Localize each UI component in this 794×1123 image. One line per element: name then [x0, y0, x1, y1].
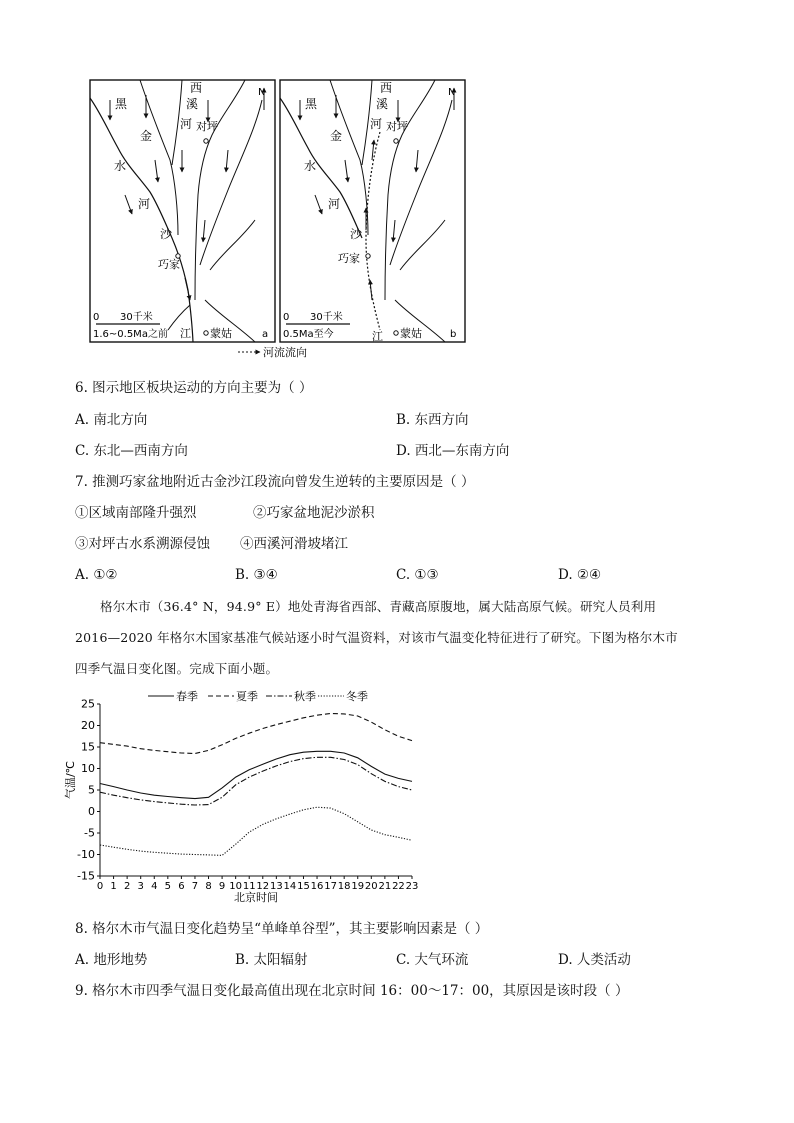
q6-option-a[interactable]: A. 南北方向 [75, 412, 148, 428]
label-shui-a: 水 [114, 159, 127, 173]
series-line-2 [100, 714, 412, 754]
label-duiping-a: 对坪 [196, 120, 218, 133]
x-tick-label: 22 [392, 881, 405, 892]
q6-option-b[interactable]: B. 东西方向 [396, 412, 469, 428]
intro-line-2: 2016—2020 年格尔木国家基准气候站逐小时气温资料，对该市气温变化特征进行了研究。下图为格尔木市 [75, 630, 678, 645]
label-xi2-b: 溪 [376, 97, 389, 111]
north-label-b: N [448, 87, 456, 98]
x-tick-label: 4 [151, 881, 158, 892]
label-jiang-b: 江 [372, 330, 383, 343]
label-xi2-a: 溪 [186, 97, 199, 111]
x-tick-label: 19 [351, 881, 365, 892]
scale-label-b: 30千米 [310, 312, 343, 323]
y-tick-label: -15 [77, 869, 95, 883]
label-qiaojia-b: 巧家 [338, 252, 360, 265]
label-shui-b: 水 [304, 159, 317, 173]
x-axis-title: 北京时间 [234, 891, 278, 904]
label-hei-b: 黑 [305, 97, 318, 111]
y-tick-label: 25 [81, 697, 95, 711]
x-tick-label: 5 [164, 881, 172, 892]
north-label-a: N [258, 87, 266, 98]
series-line-3 [100, 757, 412, 805]
q7-item-1: ①区域南部隆升强烈 [75, 505, 197, 521]
x-tick-label: 8 [205, 881, 212, 892]
x-tick-label: 2 [123, 881, 131, 892]
q8-option-d[interactable]: D. 人类活动 [558, 952, 631, 968]
map-panel-a [90, 80, 275, 342]
label-menggu-a: 蒙姑 [210, 327, 232, 340]
q7-option-d[interactable]: D. ②④ [558, 567, 602, 583]
series-line-4 [100, 807, 412, 855]
q7-item-3: ③对坪古水系溯源侵蚀 [75, 536, 210, 552]
panel-letter-b: b [450, 329, 457, 340]
label-he-b: 河 [328, 197, 341, 211]
q7-option-a[interactable]: A. ①② [75, 567, 118, 583]
legend-river-flow: 河流流向 [263, 346, 307, 359]
y-tick-label: 10 [81, 762, 95, 775]
y-tick-label: 20 [81, 719, 95, 732]
x-tick-label: 6 [178, 881, 185, 892]
question-8-stem: 8. 格尔木市气温日变化趋势呈“单峰单谷型”，其主要影响因素是（ ） [75, 921, 489, 937]
label-jin-b: 金 [330, 129, 343, 143]
question-6-stem: 6. 图示地区板块运动的方向主要为（ ） [75, 380, 313, 396]
label-he-a: 河 [138, 197, 151, 211]
q8-option-b[interactable]: B. 太阳辐射 [235, 952, 308, 968]
label-menggu-b: 蒙姑 [400, 327, 422, 340]
legend-label-3: 秋季 [294, 690, 316, 703]
intro-line-3: 四季气温日变化图。完成下面小题。 [75, 661, 279, 676]
period-label-b: 0.5Ma至今 [283, 329, 334, 340]
question-7-stem: 7. 推测巧家盆地附近古金沙江段流向曾发生逆转的主要原因是（ ） [75, 474, 475, 490]
intro-line-1: 格尔木市（36.4° N，94.9° E）地处青海省西部、青藏高原腹地，属大陆高原气候。研究人员利用 [100, 599, 657, 614]
x-tick-label: 13 [269, 881, 283, 892]
x-tick-label: 1 [110, 881, 117, 892]
label-jin-a: 金 [140, 129, 153, 143]
temperature-daily-chart [60, 684, 430, 910]
q6-option-d[interactable]: D. 西北—东南方向 [396, 443, 510, 459]
y-axis-title: 气温/℃ [64, 760, 77, 800]
panel-letter-a: a [262, 329, 269, 340]
x-tick-label: 16 [310, 881, 324, 892]
label-jiang-a: 江 [180, 327, 191, 340]
x-tick-label: 23 [405, 881, 419, 892]
x-tick-label: 9 [218, 881, 226, 892]
label-hei-a: 黑 [115, 97, 128, 111]
legend-label-2: 夏季 [236, 690, 258, 703]
q6-option-c[interactable]: C. 东北—西南方向 [75, 443, 188, 459]
y-tick-label: -10 [77, 848, 95, 861]
x-tick-label: 10 [229, 881, 243, 892]
x-tick-label: 15 [297, 881, 310, 892]
river-maps-figure [0, 0, 794, 370]
x-tick-label: 11 [242, 881, 256, 892]
q7-item-2: ②巧家盆地泥沙淤积 [253, 505, 375, 521]
map-legend [238, 345, 307, 359]
x-tick-label: 3 [137, 881, 144, 892]
q7-option-c[interactable]: C. ①③ [396, 567, 439, 583]
y-tick-label: -5 [84, 826, 95, 840]
question-9-stem: 9. 格尔木市四季气温日变化最高值出现在北京时间 16：00～17：00，其原因是该时段（ ） [75, 983, 629, 999]
x-tick-label: 14 [283, 881, 297, 892]
q8-option-a[interactable]: A. 地形地势 [75, 952, 148, 968]
label-xi-a: 西 [190, 81, 203, 95]
q8-option-c[interactable]: C. 大气环流 [396, 952, 469, 968]
label-xi-b: 西 [380, 81, 393, 95]
legend-label-1: 春季 [176, 690, 198, 703]
label-duiping-b: 对坪 [386, 120, 408, 133]
legend-label-4: 冬季 [346, 690, 368, 703]
y-tick-label: 0 [88, 805, 95, 818]
x-tick-label: 20 [364, 881, 378, 892]
map-panel-b [280, 80, 465, 343]
period-label-a: 1.6~0.5Ma之前 [93, 329, 168, 340]
y-tick-label: 5 [88, 783, 95, 797]
y-tick-label: 15 [81, 740, 95, 754]
series-line-1 [100, 751, 412, 798]
x-tick-label: 17 [324, 881, 337, 892]
q7-item-4: ④西溪河滑坡堵江 [240, 536, 348, 552]
x-tick-label: 0 [96, 881, 104, 892]
x-tick-label: 21 [378, 881, 392, 892]
scale-zero-b: 0 [283, 312, 290, 323]
label-xihe-b: 河 [370, 117, 383, 131]
label-sha-a: 沙 [160, 227, 173, 241]
x-tick-label: 18 [337, 881, 351, 892]
x-tick-label: 7 [191, 881, 199, 892]
x-tick-label: 12 [256, 881, 270, 892]
scale-label-a: 30千米 [120, 312, 153, 323]
label-qiaojia-a: 巧家 [158, 258, 180, 271]
q7-option-b[interactable]: B. ③④ [235, 567, 278, 583]
label-xihe-a: 河 [180, 117, 193, 131]
label-sha-b: 沙 [350, 227, 363, 241]
scale-zero-a: 0 [93, 312, 100, 323]
